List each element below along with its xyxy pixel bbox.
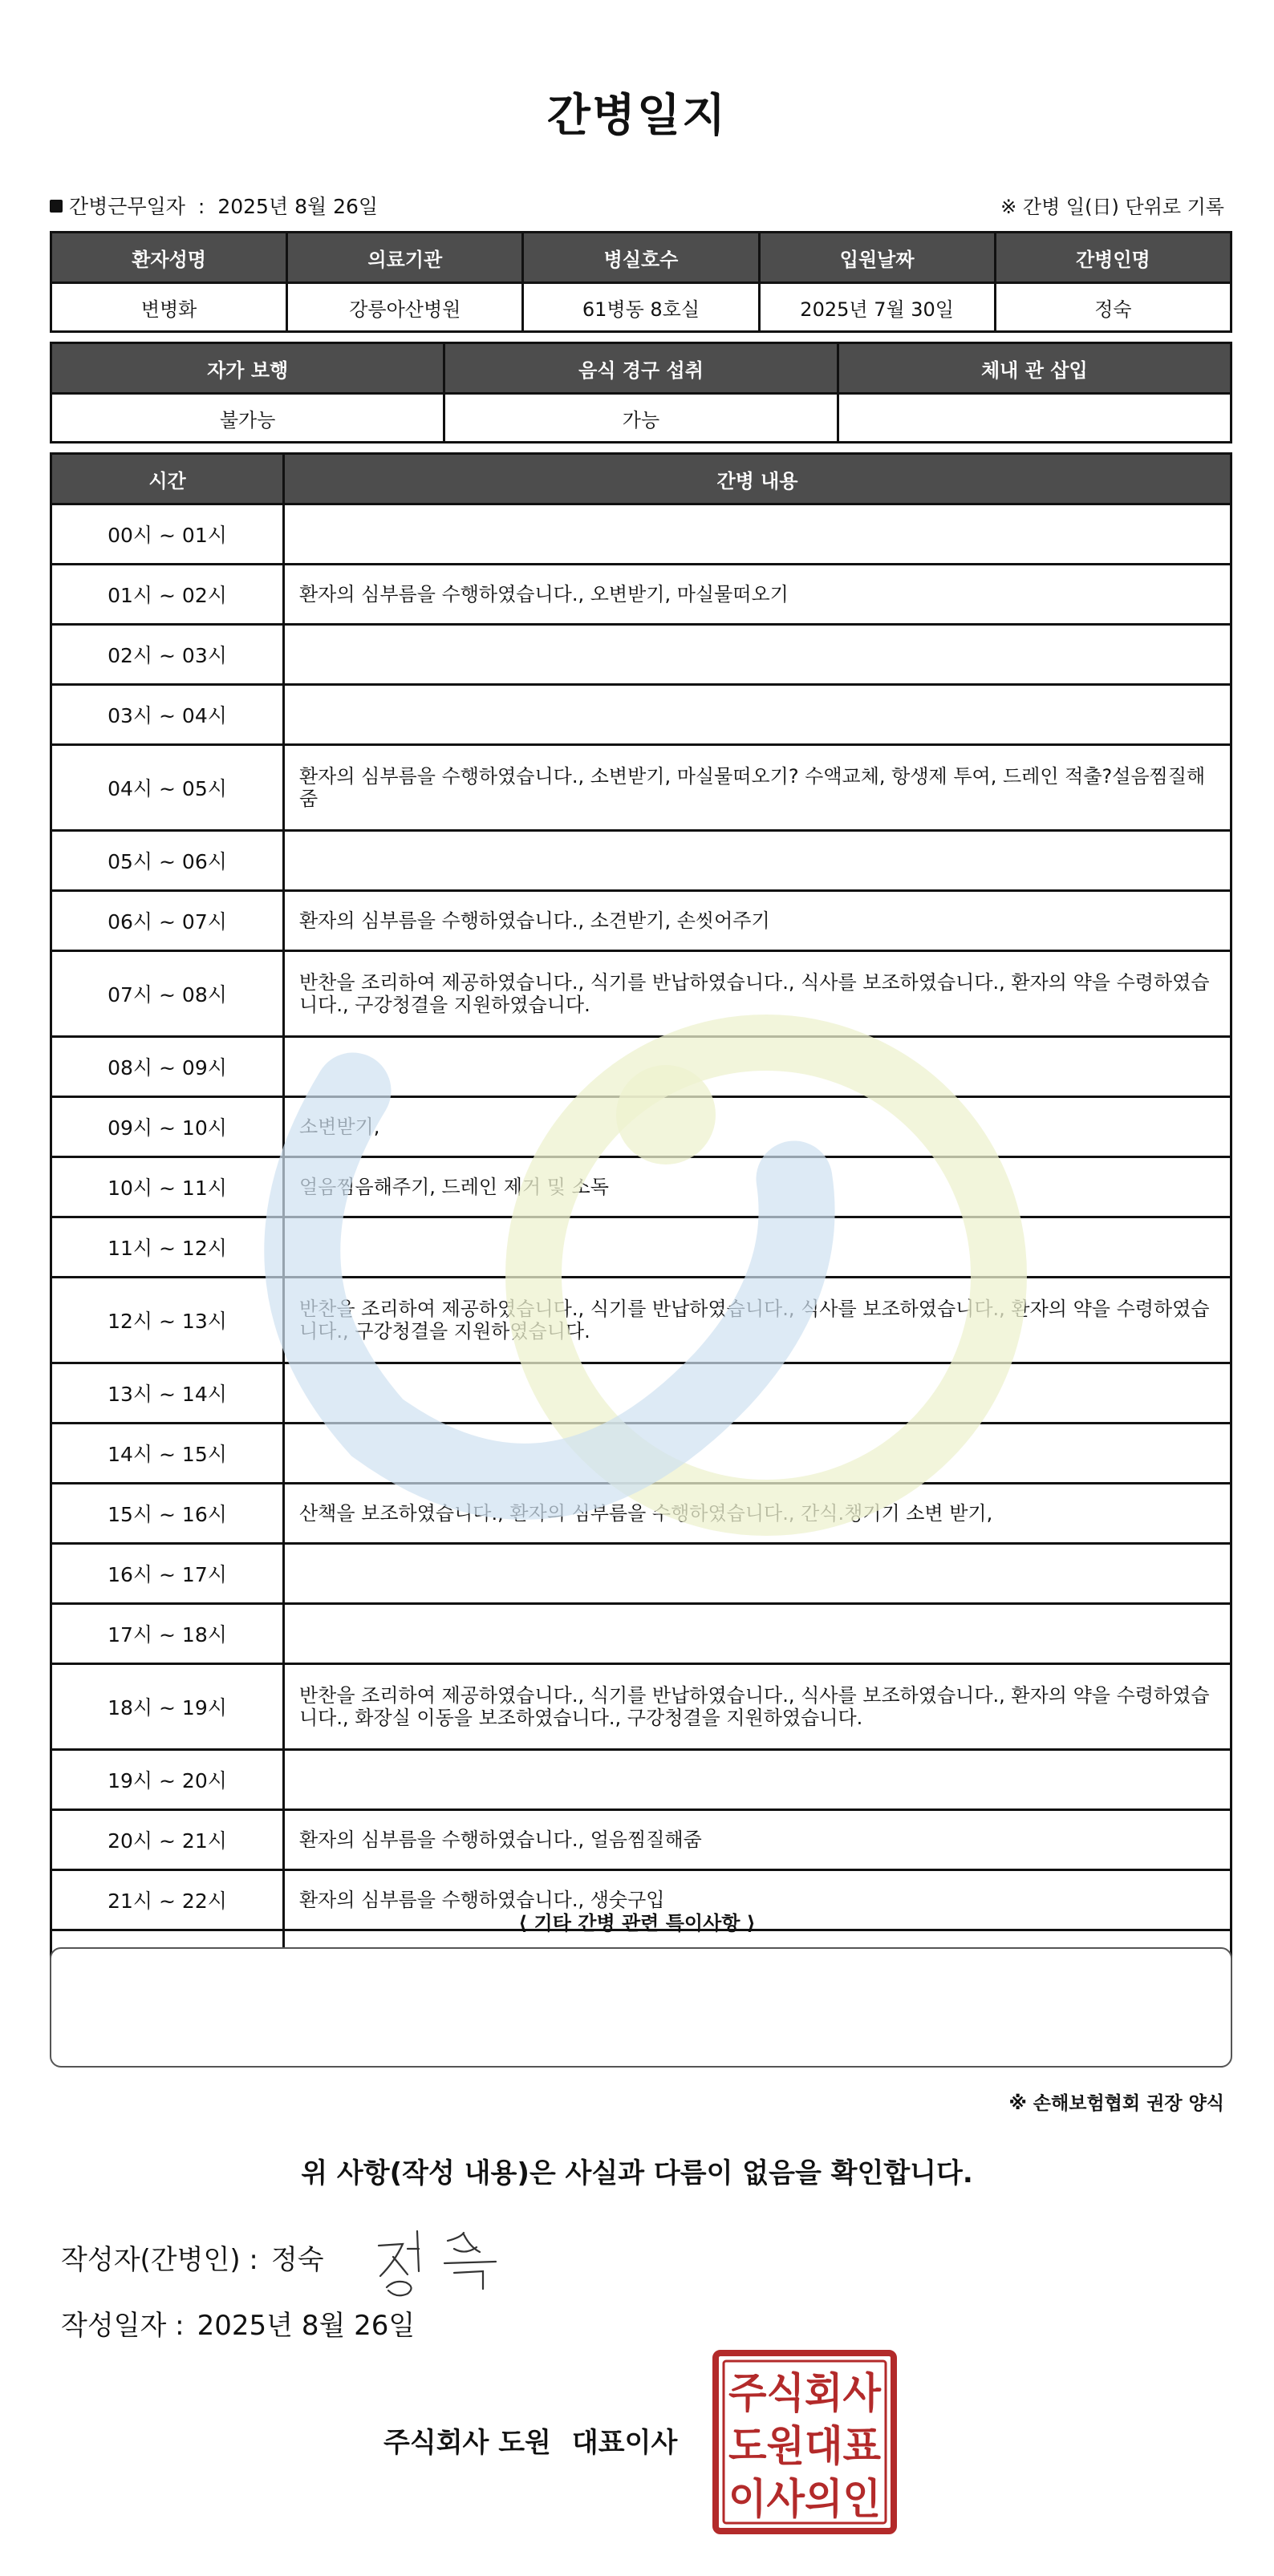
log-time: 00시 ~ 01시 <box>51 504 284 565</box>
writer-name: 정숙 <box>270 2244 324 2276</box>
log-row <box>51 1363 1231 1424</box>
log-row <box>51 951 1231 1037</box>
log-time: 13시 ~ 14시 <box>51 1363 284 1424</box>
work-date-line <box>50 191 378 220</box>
log-time: 11시 ~ 12시 <box>51 1217 284 1278</box>
special-notes-heading: ⟨ 기타 간병 관련 특이사항 ⟩ <box>518 1912 756 1934</box>
log-row <box>51 1037 1231 1097</box>
form-source-note: ※ 손해보험협회 권장 양식 <box>1008 2093 1224 2114</box>
page-title: 간병일지 <box>546 90 728 142</box>
log-row <box>51 1097 1231 1157</box>
log-time: 19시 ~ 20시 <box>51 1750 284 1810</box>
work-date-separator: : <box>197 195 205 218</box>
header-hospital: 의료기관 <box>287 233 523 283</box>
log-row <box>51 1750 1231 1810</box>
log-time: 20시 ~ 21시 <box>51 1810 284 1870</box>
log-content: 산책을 보조하였습니다., 환자의 심부름을 수행하였습니다., 간식.챙기기 소변 받기, <box>284 1484 1231 1544</box>
self-walking-value: 불가능 <box>51 394 444 443</box>
written-date-line <box>61 2303 415 2343</box>
log-content: 환자의 심부름을 수행하였습니다., 생숫구입 <box>284 1870 1231 1930</box>
log-content: 반찬을 조리하여 제공하였습니다., 식기를 반납하였습니다., 식사를 보조하였습니다., 환자의 약을 수령하였습니다., 화장실 이동을 보조하였습니다., 구강청결을 지원하였습니다. <box>284 1664 1231 1750</box>
log-row <box>51 565 1231 625</box>
log-content <box>284 1037 1231 1097</box>
log-row <box>51 1664 1231 1750</box>
log-content <box>284 685 1231 745</box>
log-row <box>51 1278 1231 1363</box>
bullet-square-icon <box>50 200 63 213</box>
header-patient-name: 환자성명 <box>51 233 287 283</box>
log-row <box>51 1157 1231 1217</box>
written-date-label: 작성일자 : <box>61 2310 185 2342</box>
svg-text:이사의인: 이사의인 <box>728 2476 881 2524</box>
patient-header-row <box>51 233 1231 283</box>
log-content: 얼음찜음해주기, 드레인 제거 및 소독 <box>284 1157 1231 1217</box>
log-content <box>284 1217 1231 1278</box>
work-date-label: 간병근무일자 <box>69 195 185 218</box>
log-row <box>51 1424 1231 1484</box>
status-value-row <box>51 394 1231 443</box>
log-time: 14시 ~ 15시 <box>51 1424 284 1484</box>
record-unit-note: ※ 간병 일(日) 단위로 기록 <box>1000 196 1224 218</box>
header-room: 병실호수 <box>523 233 759 283</box>
tube-insertion-value <box>838 394 1231 443</box>
log-row <box>51 1544 1231 1604</box>
log-row <box>51 1810 1231 1870</box>
special-notes-box <box>50 1947 1232 2068</box>
log-content: 환자의 심부름을 수행하였습니다., 얼음찜질해줌 <box>284 1810 1231 1870</box>
log-time: 21시 ~ 22시 <box>51 1870 284 1930</box>
header-oral-intake: 음식 경구 섭취 <box>444 343 838 394</box>
log-row <box>51 745 1231 831</box>
log-time: 10시 ~ 11시 <box>51 1157 284 1217</box>
writer-label: 작성자(간병인) : <box>61 2244 258 2276</box>
header-admission-date: 입원날짜 <box>759 233 995 283</box>
log-content: 환자의 심부름을 수행하였습니다., 오변받기, 마실물떠오기 <box>284 565 1231 625</box>
log-content: 환자의 심부름을 수행하였습니다., 소견받기, 손씻어주기 <box>284 891 1231 951</box>
written-date-value: 2025년 8월 26일 <box>197 2310 416 2342</box>
log-content <box>284 1424 1231 1484</box>
hourly-care-log-table <box>50 452 1232 2051</box>
header-tube-insertion: 체내 관 삽입 <box>838 343 1231 394</box>
log-content <box>284 504 1231 565</box>
log-time: 15시 ~ 16시 <box>51 1484 284 1544</box>
room-number: 61병동 8호실 <box>523 283 759 332</box>
log-content <box>284 1544 1231 1604</box>
log-time: 02시 ~ 03시 <box>51 625 284 685</box>
log-content: 반찬을 조리하여 제공하였습니다., 식기를 반납하였습니다., 식사를 보조하였습니다., 환자의 약을 수령하였습니다., 구강청결을 지원하였습니다. <box>284 951 1231 1037</box>
header-self-walking: 자가 보행 <box>51 343 444 394</box>
handwritten-signature <box>371 2213 515 2302</box>
log-content: 소변받기, <box>284 1097 1231 1157</box>
log-row <box>51 891 1231 951</box>
log-content <box>284 625 1231 685</box>
status-header-row <box>51 343 1231 394</box>
company-name: 주식회사 도원 <box>383 2427 551 2459</box>
log-time: 09시 ~ 10시 <box>51 1097 284 1157</box>
header-caregiver-name: 간병인명 <box>995 233 1231 283</box>
caregiver-name: 정숙 <box>995 283 1231 332</box>
company-seal-stamp <box>712 2350 897 2534</box>
log-row <box>51 831 1231 891</box>
log-content <box>284 1750 1231 1810</box>
log-row <box>51 685 1231 745</box>
log-time: 06시 ~ 07시 <box>51 891 284 951</box>
company-signature-line <box>383 2420 677 2460</box>
log-row <box>51 1484 1231 1544</box>
log-content: 반찬을 조리하여 제공하였습니다., 식기를 반납하였습니다., 식사를 보조하였습니다., 환자의 약을 수령하였습니다., 구강청결을 지원하였습니다. <box>284 1278 1231 1363</box>
admission-date: 2025년 7월 30일 <box>759 283 995 332</box>
svg-text:도원대표: 도원대표 <box>728 2423 881 2471</box>
log-time: 08시 ~ 09시 <box>51 1037 284 1097</box>
log-header-row <box>51 454 1231 504</box>
log-content: 환자의 심부름을 수행하였습니다., 소변받기, 마실물떠오기? 수액교체, 항생제 투여, 드레인 적출?설음찜질해줌 <box>284 745 1231 831</box>
log-row <box>51 625 1231 685</box>
patient-info-table <box>50 231 1232 333</box>
log-time: 12시 ~ 13시 <box>51 1278 284 1363</box>
header-care-content: 간병 내용 <box>284 454 1231 504</box>
log-row <box>51 504 1231 565</box>
patient-name: 변병화 <box>51 283 287 332</box>
log-time: 05시 ~ 06시 <box>51 831 284 891</box>
log-time: 01시 ~ 02시 <box>51 565 284 625</box>
log-content <box>284 1363 1231 1424</box>
log-time: 17시 ~ 18시 <box>51 1604 284 1664</box>
log-row <box>51 1217 1231 1278</box>
oral-intake-value: 가능 <box>444 394 838 443</box>
log-time: 16시 ~ 17시 <box>51 1544 284 1604</box>
log-content <box>284 831 1231 891</box>
work-date-value: 2025년 8월 26일 <box>217 195 379 218</box>
confirmation-statement: 위 사항(작성 내용)은 사실과 다름이 없음을 확인합니다. <box>301 2157 973 2189</box>
patient-status-table <box>50 342 1232 444</box>
company-title: 대표이사 <box>571 2427 678 2459</box>
svg-text:주식회사: 주식회사 <box>728 2370 882 2418</box>
log-time: 03시 ~ 04시 <box>51 685 284 745</box>
writer-line <box>61 2238 324 2277</box>
header-time: 시간 <box>51 454 284 504</box>
hospital-name: 강릉아산병원 <box>287 283 523 332</box>
log-time: 07시 ~ 08시 <box>51 951 284 1037</box>
log-time: 18시 ~ 19시 <box>51 1664 284 1750</box>
log-content <box>284 1604 1231 1664</box>
patient-value-row <box>51 283 1231 332</box>
log-time: 04시 ~ 05시 <box>51 745 284 831</box>
log-row <box>51 1604 1231 1664</box>
